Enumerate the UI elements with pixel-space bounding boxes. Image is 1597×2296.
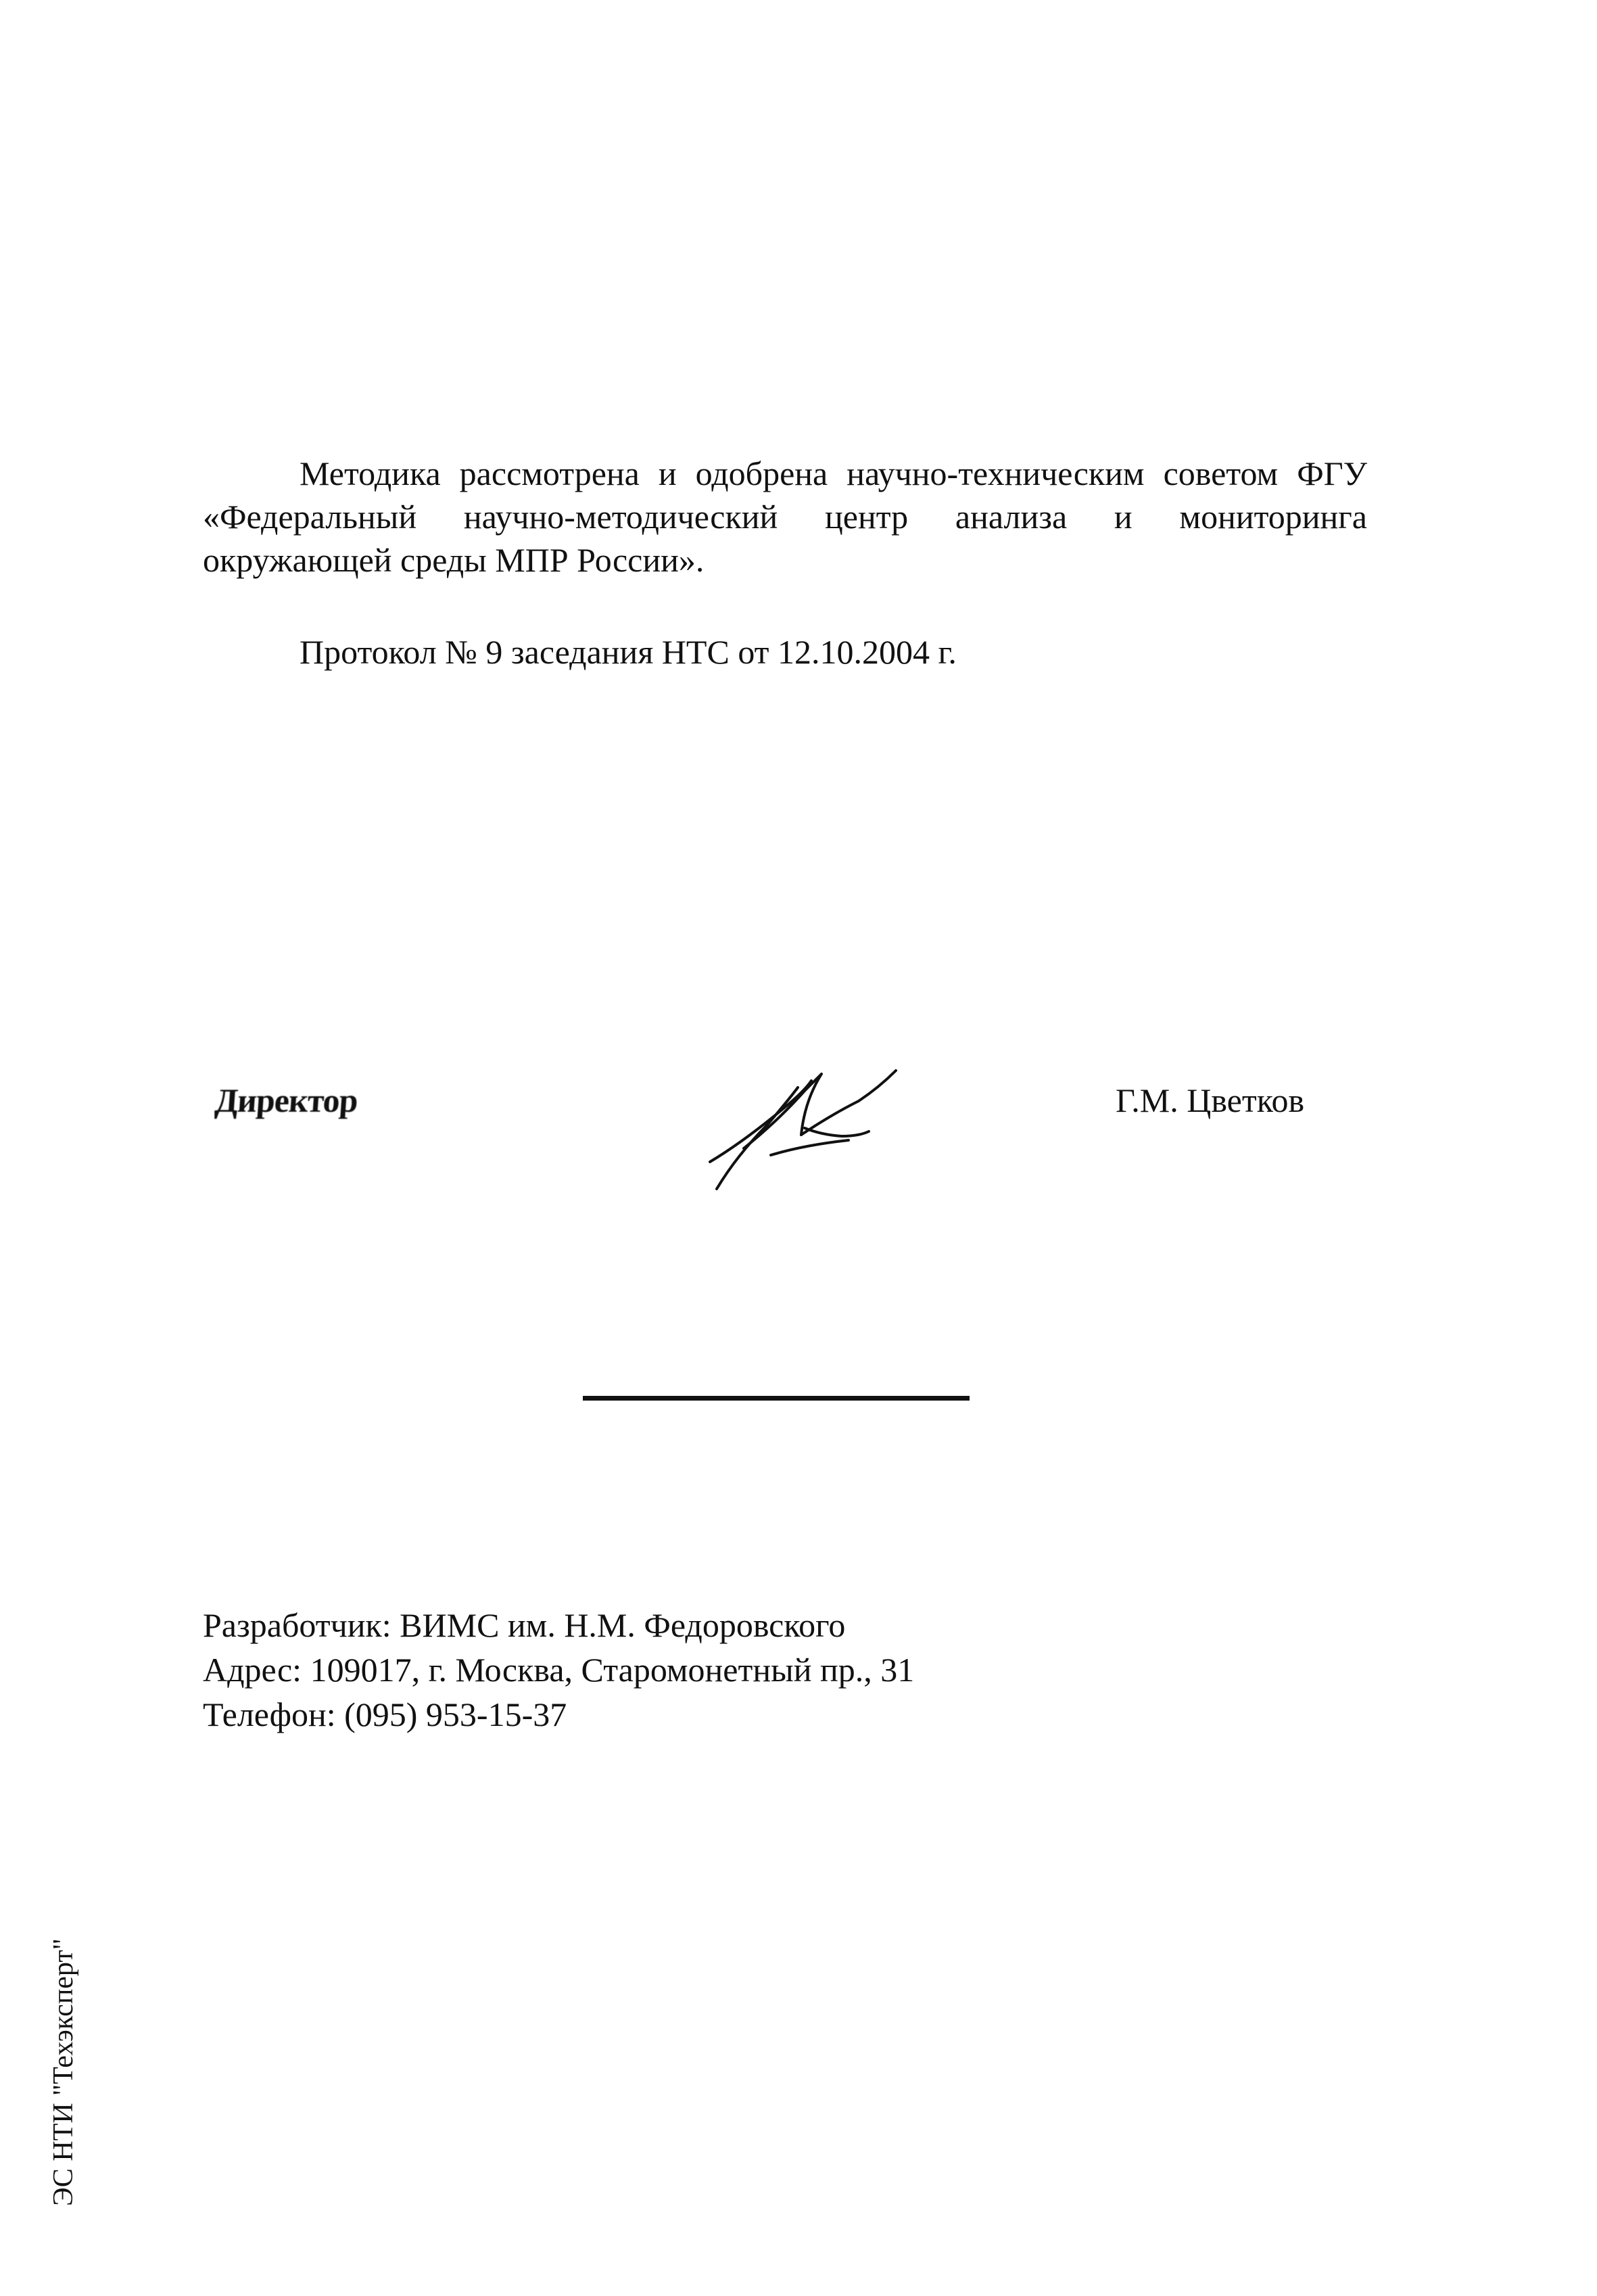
side-stamp: ЭС НТИ "Техэксперт" <box>48 1938 79 2206</box>
developer-contacts <box>203 1603 914 1737</box>
director-title: Директор <box>214 1081 359 1119</box>
director-name: Г.М. Цветков <box>1116 1081 1305 1119</box>
protocol-line: Протокол № 9 заседания НТС от 12.10.2004 г. <box>300 633 957 671</box>
approval-paragraph: Методика рассмотрена и одобрена научно-техническим советом ФГУ «Федеральный научно-методический центр анализа и мониторинга окружающей среды МПР России». <box>203 454 1367 579</box>
developer-phone: Телефон: (095) 953-15-37 <box>203 1695 567 1733</box>
developer-line: Разработчик: ВИМС им. Н.М. Федоровского <box>203 1606 846 1644</box>
developer-address: Адрес: 109017, г. Москва, Старомонетный пр., 31 <box>203 1651 915 1689</box>
handwritten-signature <box>703 1060 906 1196</box>
section-divider <box>583 1396 970 1401</box>
